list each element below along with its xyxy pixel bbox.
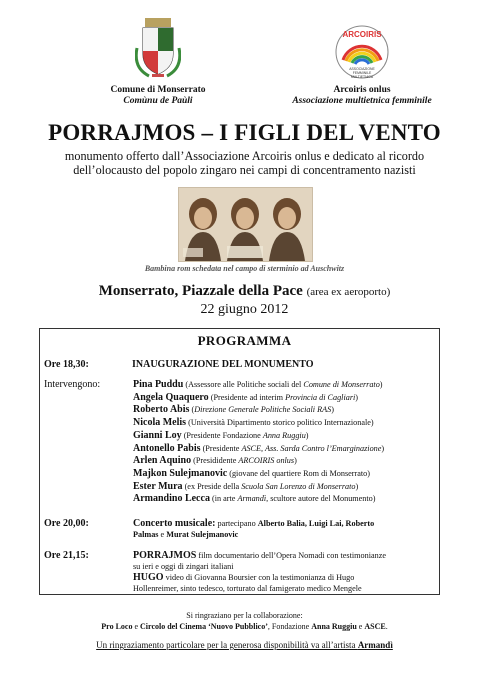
speaker-organization: ASCE, Ass. Sarda Contro l’Emarginazione [241, 443, 382, 453]
slot-2-pre: partecipano [215, 519, 258, 528]
speaker-item [133, 493, 376, 504]
speaker-name: Pina Puddu [133, 379, 184, 390]
slot-3-hugo-2: Hollenreimer, sinto tedesco, torturato dal famigerato medico Mengele [133, 584, 362, 593]
thanks-sep-2: , Fondazione [267, 622, 312, 631]
speaker-role: (ex Preside della [182, 481, 242, 491]
photo-caption: Bambina rom schedata nel campo di sterminio ad Auschwitz [144, 264, 345, 273]
special-thanks [0, 640, 489, 650]
speaker-role-end: ) [305, 430, 309, 440]
speaker-item [133, 392, 358, 403]
slot-1-event: INAUGURAZIONE DEL MONUMENTO [132, 359, 314, 370]
arcoiris-tagline: Associazione multietnica femminile [292, 96, 432, 106]
speaker-role-end: ) [355, 481, 359, 491]
speaker-item [133, 468, 370, 479]
thanks-proloco: Pro Loco [101, 622, 133, 631]
speaker-item [133, 417, 374, 428]
speaker-role: (in arte [209, 494, 238, 504]
speaker-item [133, 404, 334, 415]
slot-2-names-1: Alberto Balia, Luigi Lai, Roberto [257, 519, 375, 528]
speaker-organization: ARCOIRIS onlus [238, 456, 295, 466]
speaker-organization: Direzione Generale Politiche Sociali RAS [194, 405, 332, 415]
page-title: PORRAJMOS – I FIGLI DEL VENTO [48, 120, 441, 145]
program-title: PROGRAMMA [197, 333, 292, 348]
speaker-organization: Provincia di Cagliari [285, 392, 356, 402]
speaker-role: ( [189, 405, 195, 415]
speaker-item [133, 481, 358, 492]
speaker-role: (Presidente ad interim [208, 392, 286, 402]
header-logos [0, 18, 489, 113]
thanks-end: . [385, 622, 388, 631]
speaker-organization: Armandì [237, 494, 267, 504]
subtitle-line-1: monumento offerto dall’Associazione Arcoiris onlus e dedicato al ricordo [64, 149, 425, 163]
thanks-fondazione: Anna Ruggiu [311, 622, 357, 631]
slot-2-description [133, 518, 433, 540]
speaker-role: (Università Dipartimento storico politico Internazionale) [186, 418, 374, 428]
child-portrait-image [179, 188, 312, 261]
speaker-role: (Presidente Fondazione [181, 430, 263, 440]
speaker-item [133, 430, 309, 441]
slot-3-time: Ore 21,15: [44, 550, 89, 561]
speaker-name: Arlen Aquino [133, 455, 192, 467]
slot-3-desc-2: su ieri e oggi di zingari italiani [133, 562, 234, 571]
arcoiris-name: Arcoiris onlus [333, 85, 391, 95]
thanks-circolo: Circolo del Cinema ‘Nuovo Pubblico’ [140, 622, 268, 631]
subtitle-line-2: dell’olocausto del popolo zingaro nei campi di concentramento nazisti [73, 162, 416, 177]
speakers-label: Intervengono: [44, 379, 101, 390]
speaker-role-end: ) [379, 380, 383, 389]
speaker-name: Ester Mura [133, 480, 183, 492]
slot-2-time: Ore 20,00: [44, 518, 89, 529]
location-name: Monserrato, Piazzale della Pace [98, 283, 303, 299]
historical-photo [178, 187, 313, 262]
speaker-role-end: ) [294, 456, 297, 466]
speaker-organization: Comune di Monserrato [303, 380, 380, 389]
monserrato-coat-of-arms-icon [135, 18, 181, 80]
speaker-item [133, 455, 297, 466]
acknowledgements [0, 610, 489, 632]
speaker-organization: Anna Ruggiu [262, 430, 306, 440]
slot-3-hugo-1: video di Giovanna Boursier con la testimonianza di Hugo [163, 573, 355, 582]
comune-logo-block [107, 18, 209, 107]
speaker-role-end: ) [381, 443, 385, 453]
speaker-name: Gianni Loy [133, 429, 182, 441]
special-thanks-artist: Armandì [357, 640, 393, 650]
slot-2-names-2: Palmas [133, 530, 159, 539]
speaker-item [133, 443, 384, 454]
arcoiris-logo-icon [334, 24, 390, 80]
special-thanks-text: Un ringraziamento particolare per la generosa disponibilità va all’artista [96, 640, 358, 650]
arcoiris-logo-line1: ASSOCIAZIONE [349, 67, 375, 71]
speaker-name: Angela Quaquero [133, 391, 209, 403]
speaker-role: (Presididente [191, 456, 239, 466]
arcoiris-logo-wordmark: ARCOIRIS [342, 30, 382, 39]
speaker-role-end: , scultore autore del Monumento) [266, 494, 376, 504]
slot-3-desc-1: film documentario dell’Opera Nomadi con testimonianze [196, 551, 386, 560]
slot-3-event: PORRAJMOS [133, 550, 197, 561]
event-location [0, 283, 489, 300]
comune-name-sardinian: Comùnu de Paùli [123, 96, 193, 106]
thanks-asce: ASCE [364, 622, 386, 631]
event-date: 22 giugno 2012 [200, 302, 289, 317]
thanks-intro: Si ringraziano per la collaborazione: [186, 611, 303, 620]
speaker-name: Antonello Pabis [133, 442, 201, 454]
speaker-name: Majkon Sulejmanovic [133, 467, 228, 479]
speaker-organization: Scuola San Lorenzo di Monserrato [241, 481, 356, 491]
arcoiris-logo-block [282, 24, 442, 107]
subtitle [20, 150, 469, 177]
speaker-role: (giovane del quartiere Rom di Monserrato) [227, 468, 370, 478]
speaker-role-end: ) [331, 405, 334, 415]
speaker-role-end: ) [355, 392, 359, 402]
slot-2-event: Concerto musicale: [133, 518, 216, 529]
slot-1-time: Ore 18,30: [44, 359, 89, 370]
arcoiris-logo-line2: FEMMINILE [352, 71, 372, 75]
thanks-list [0, 621, 489, 632]
speaker-name: Nicola Melis [133, 417, 187, 429]
speaker-role: (Presidente [200, 443, 242, 453]
slot-3-hugo: HUGO [133, 572, 164, 583]
speaker-name: Roberto Abis [133, 404, 190, 416]
location-area: (area ex aeroporto) [306, 286, 391, 298]
speaker-role: (Assessore alle Politiche sociali del [183, 380, 304, 389]
thanks-sep-3: e [356, 622, 365, 631]
speaker-item [133, 379, 383, 390]
slot-2-names-3: Murat Sulejmanovic [166, 530, 239, 539]
comune-name: Comune di Monserrato [110, 85, 206, 95]
speaker-name: Armandino Lecca [133, 493, 210, 505]
arcoiris-logo-line3: MULTIETNICA [350, 75, 374, 79]
slot-2-and: e [158, 530, 167, 539]
thanks-sep-1: e [132, 622, 141, 631]
slot-3-description [133, 550, 433, 594]
